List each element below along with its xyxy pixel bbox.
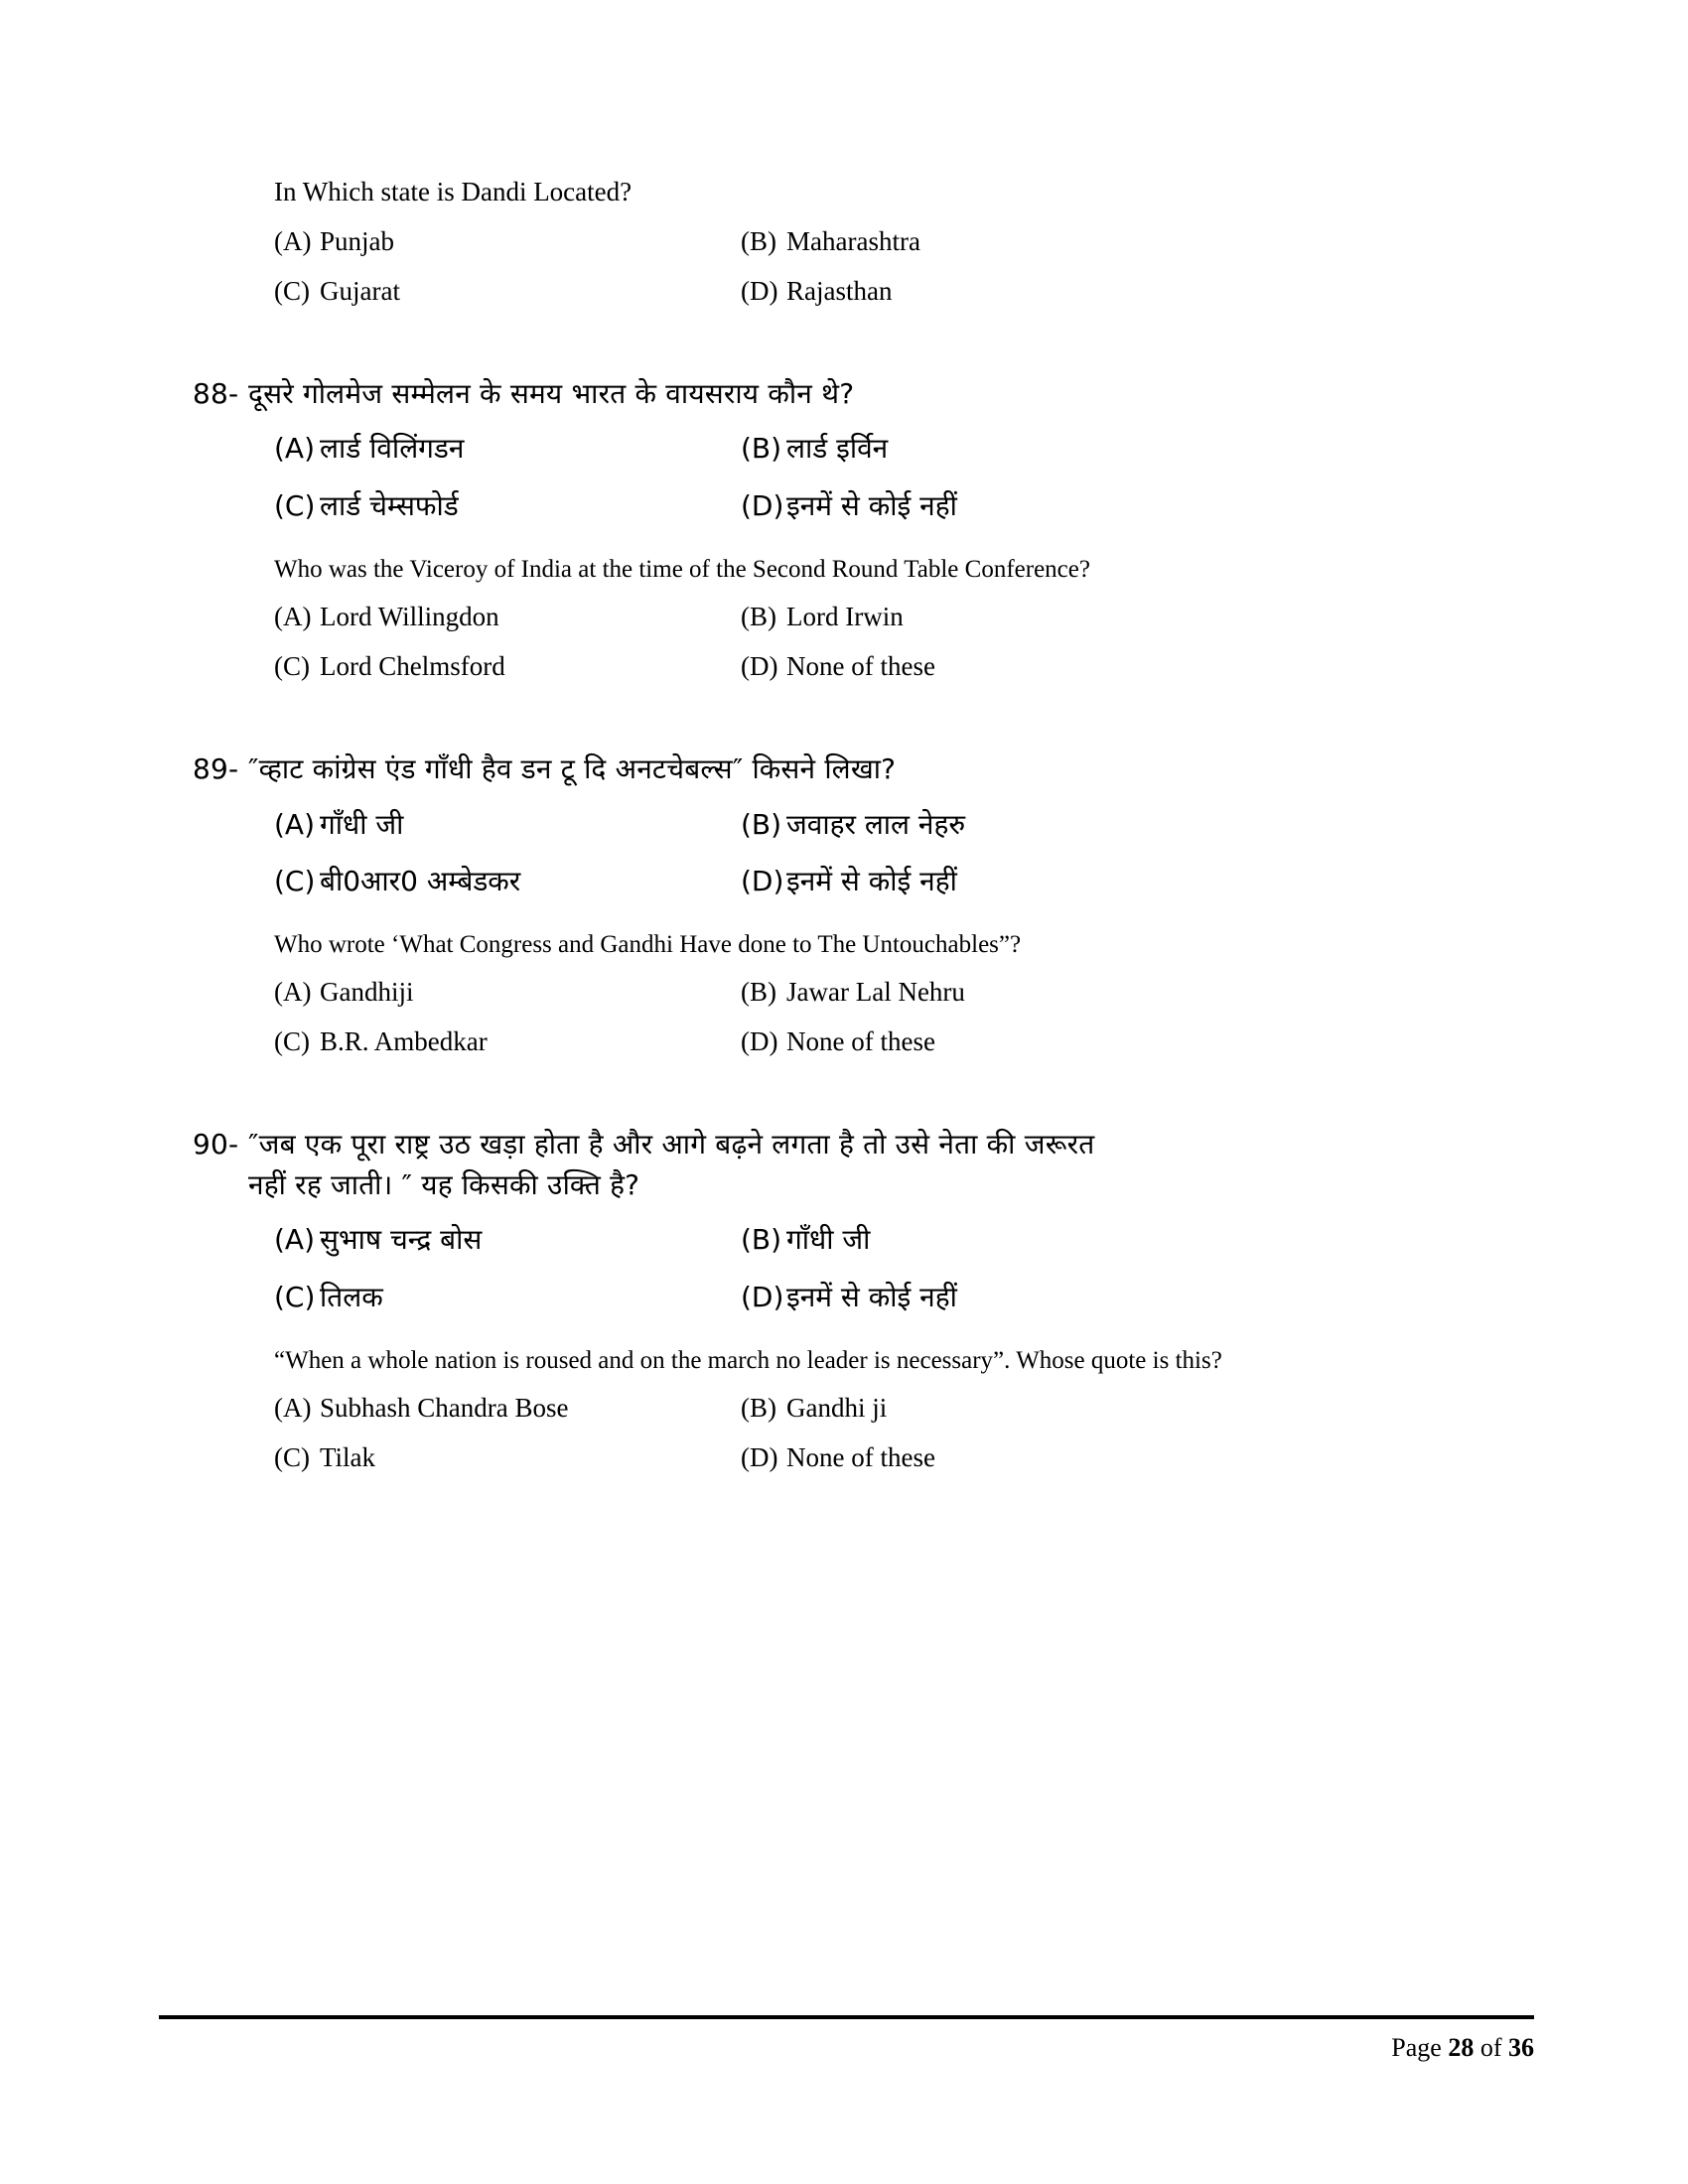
option-a[interactable]: [274, 593, 741, 642]
footer-page-label: Page: [1391, 2033, 1442, 2062]
option-c[interactable]: [274, 1269, 741, 1325]
option-label: तिलक: [320, 1280, 383, 1313]
option-label: जवाहर लाल नेहरु: [786, 807, 966, 841]
option-d[interactable]: [741, 1433, 1470, 1483]
option-tag: (B): [741, 1393, 776, 1424]
question-stem-hindi-89: [193, 750, 1470, 790]
options-grid-english-88: [248, 593, 1470, 692]
footer-total-pages: 36: [1508, 2033, 1534, 2062]
option-label: सुभाष चन्द्र बोस: [320, 1223, 483, 1257]
question-stem-english-88: Who was the Viceroy of India at the time of the Second Round Table Conference?: [274, 556, 1090, 584]
option-tag: (D): [741, 1442, 778, 1473]
option-b[interactable]: [741, 1384, 1470, 1433]
option-label: Gandhiji: [320, 977, 414, 1008]
option-tag: (A): [274, 807, 316, 841]
option-c[interactable]: [274, 642, 741, 692]
option-label: Jawar Lal Nehru: [786, 977, 965, 1008]
option-label: Lord Irwin: [786, 602, 904, 632]
option-tag: (D): [741, 1280, 784, 1313]
option-tag: (A): [274, 225, 312, 256]
option-tag: (D): [741, 488, 784, 522]
option-d[interactable]: [741, 267, 1470, 317]
question-number: 90-: [193, 1128, 239, 1161]
option-label: None of these: [786, 1026, 935, 1057]
options-grid-english-90: [248, 1384, 1470, 1483]
option-a[interactable]: [274, 968, 741, 1018]
option-tag: (A): [274, 1393, 312, 1424]
option-tag: (B): [741, 807, 782, 841]
question-stem-english-90: “When a whole nation is roused and on the march no leader is necessary”. Whose quote is this?: [274, 1347, 1222, 1375]
option-b[interactable]: [741, 593, 1470, 642]
option-a[interactable]: [274, 217, 741, 267]
option-a[interactable]: [274, 420, 741, 477]
option-label: Maharashtra: [786, 225, 920, 256]
option-label: गाँधी जी: [320, 807, 404, 841]
option-tag: (C): [274, 1442, 310, 1473]
spacer: [248, 692, 1470, 750]
option-b[interactable]: [741, 796, 1470, 853]
option-label: लार्ड चेम्सफोर्ड: [320, 488, 459, 522]
page-footer: [159, 2015, 1534, 2063]
option-d[interactable]: [741, 1269, 1470, 1325]
option-c[interactable]: [274, 478, 741, 534]
option-tag: (C): [274, 488, 316, 522]
question-stem-hindi-88: [193, 374, 1470, 415]
option-d[interactable]: [741, 853, 1470, 909]
option-c[interactable]: [274, 1018, 741, 1067]
option-tag: (A): [274, 977, 312, 1008]
option-tag: (D): [741, 650, 778, 681]
option-d[interactable]: [741, 1018, 1470, 1067]
option-label: इनमें से कोई नहीं: [786, 488, 957, 522]
option-label: None of these: [786, 650, 935, 681]
options-grid-english-89: [248, 968, 1470, 1067]
options-grid-hindi-90: [248, 1211, 1470, 1325]
option-tag: (B): [741, 602, 776, 632]
option-label: Gandhi ji: [786, 1393, 888, 1424]
option-c[interactable]: [274, 853, 741, 909]
option-b[interactable]: [741, 420, 1470, 477]
option-tag: (B): [741, 432, 782, 466]
option-tag: (A): [274, 432, 316, 466]
option-label: Lord Willingdon: [320, 602, 499, 632]
option-label: Lord Chelmsford: [320, 650, 505, 681]
option-label: गाँधी जी: [786, 1223, 871, 1257]
page-content: [193, 174, 1470, 1483]
option-b[interactable]: [741, 1211, 1470, 1268]
footer-divider: [159, 2015, 1534, 2019]
option-tag: (C): [274, 1280, 316, 1313]
option-label: B.R. Ambedkar: [320, 1026, 488, 1057]
option-label: Tilak: [320, 1442, 376, 1473]
option-tag: (D): [741, 1026, 778, 1057]
option-tag: (B): [741, 225, 776, 256]
option-b[interactable]: [741, 217, 1470, 267]
option-a[interactable]: [274, 1211, 741, 1268]
question-number: 88-: [193, 376, 239, 410]
question-block-dandi: [248, 174, 1470, 317]
question-block-89: [193, 750, 1470, 1067]
option-label: None of these: [786, 1442, 935, 1473]
spacer: [248, 317, 1470, 374]
footer-of-label: of: [1479, 2033, 1502, 2062]
option-label: Punjab: [320, 225, 395, 256]
option-label: Gujarat: [320, 275, 400, 306]
options-grid-english: [248, 217, 1470, 317]
option-label: इनमें से कोई नहीं: [786, 864, 957, 897]
option-tag: (D): [741, 275, 778, 306]
option-tag: (A): [274, 602, 312, 632]
options-grid-hindi-89: [248, 796, 1470, 910]
option-tag: (C): [274, 1026, 310, 1057]
question-block-88: [193, 374, 1470, 692]
option-a[interactable]: [274, 796, 741, 853]
question-text-line2: नहीं रह जाती। ″ यह किसकी उक्ति है?: [248, 1167, 640, 1201]
option-tag: (A): [274, 1223, 316, 1257]
option-tag: (D): [741, 864, 784, 897]
option-b[interactable]: [741, 968, 1470, 1018]
option-label: Rajasthan: [786, 275, 893, 306]
options-grid-hindi-88: [248, 420, 1470, 534]
question-text: दूसरे गोलमेज सम्मेलन के समय भारत के वायसराय कौन थे?: [248, 376, 855, 410]
question-number: 89-: [193, 751, 239, 785]
question-stem-english-89: Who wrote ‘What Congress and Gandhi Have done to The Untouchables”?: [274, 931, 1022, 959]
footer-page-number: 28: [1448, 2033, 1475, 2062]
option-d[interactable]: [741, 478, 1470, 534]
option-label: बी0आर0 अम्बेडकर: [320, 864, 521, 897]
question-text-line1: ″जब एक पूरा राष्ट्र उठ खड़ा होता है और आगे बढ़ने लगता है तो उसे नेता की जरूरत: [248, 1128, 1095, 1161]
option-c[interactable]: [274, 1433, 741, 1483]
option-tag: (B): [741, 977, 776, 1008]
option-label: इनमें से कोई नहीं: [786, 1280, 957, 1313]
question-stem-english: In Which state is Dandi Located?: [274, 177, 633, 206]
option-tag: (C): [274, 275, 310, 306]
option-label: लार्ड विलिंगडन: [320, 432, 465, 466]
question-block-90: [193, 1125, 1470, 1483]
option-tag: (C): [274, 650, 310, 681]
question-stem-hindi-90: [193, 1125, 1470, 1205]
option-tag: (C): [274, 864, 316, 897]
question-text: ″व्हाट कांग्रेस एंड गाँधी हैव डन टू दि अनटचेबल्स″ किसने लिखा?: [248, 751, 897, 785]
option-c[interactable]: [274, 267, 741, 317]
option-d[interactable]: [741, 642, 1470, 692]
option-a[interactable]: [274, 1384, 741, 1433]
spacer: [248, 1067, 1470, 1125]
option-label: लार्ड इर्विन: [786, 432, 889, 466]
option-label: Subhash Chandra Bose: [320, 1393, 569, 1424]
page-number-indicator: [159, 2033, 1534, 2063]
option-tag: (B): [741, 1223, 782, 1257]
